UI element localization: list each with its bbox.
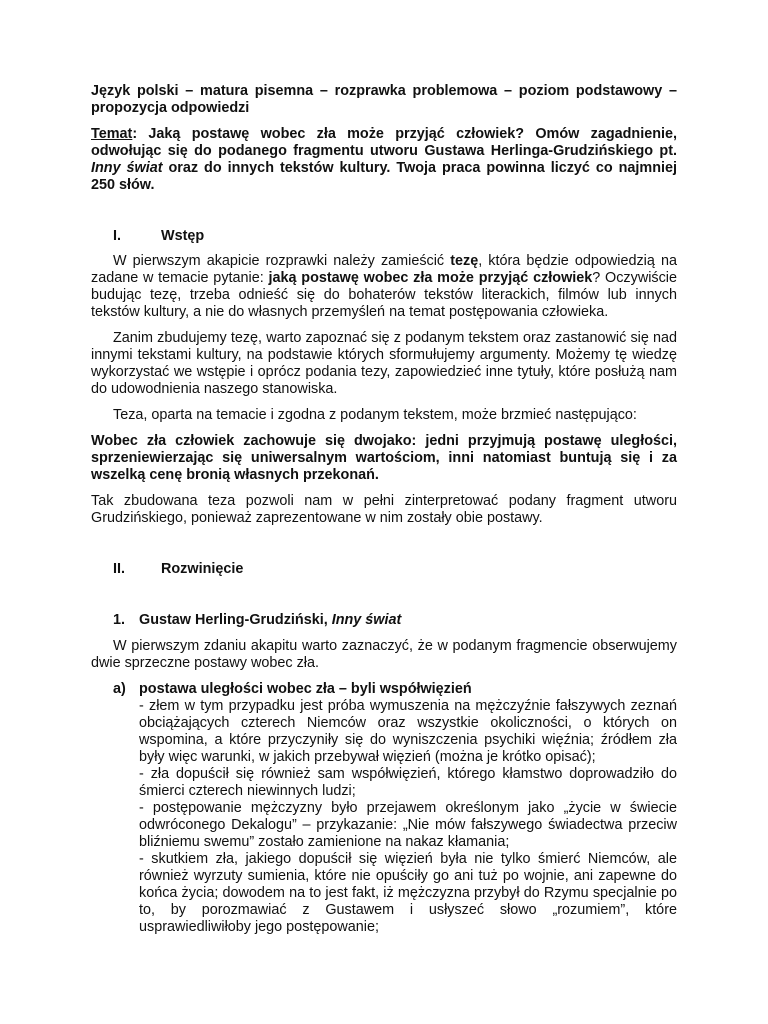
document-page xyxy=(91,83,677,936)
intro-bold-question: jaką postawę wobec zła może przyjąć człowiek xyxy=(268,270,593,286)
subsection-heading xyxy=(91,612,677,629)
bullet-list xyxy=(139,698,677,936)
intro-paragraph-1 xyxy=(91,253,677,321)
point-letter: a) xyxy=(113,681,126,697)
intro-paragraph-2: Zanim zbudujemy tezę, warto zapoznać się z podanym tekstem oraz zastanowić się nad innymi tekstami kultury, na podstawie których sformułujemy argumenty. Możemy tę wiedzę wykorzystać we wstępie i oprócz podania tezy, zapowiedzieć inne tytuły, które posłużą nam do udowodnienia naszego stanowiska. xyxy=(91,330,677,397)
intro-bold-thesis-word: tezę xyxy=(450,253,479,269)
body-paragraph-1: W pierwszym zdaniu akapitu warto zaznaczyć, że w podanym fragmencie obserwujemy dwie sprzeczne postawy wobec zła. xyxy=(91,638,677,671)
topic-title-italic: Inny świat xyxy=(91,160,163,176)
subsection-title-italic: Inny świat xyxy=(331,612,402,628)
intro-paragraph-3: Teza, oparta na temacie i zgodna z podanym tekstem, może brzmieć następująco: xyxy=(113,407,637,423)
point-title: postawa uległości wobec zła – byli współwięzień xyxy=(139,681,472,697)
subsection-title-text: Gustaw Herling-Grudziński, xyxy=(139,612,332,628)
subsection-title xyxy=(139,612,401,629)
section-number: II. xyxy=(113,561,125,577)
list-item: - postępowanie mężczyzny było przejawem określonym jako „życie w świecie odwróconego Dekalogu” – przykazanie: „Nie mów fałszywego świadectwa przeciw bliźniemu swemu” zostało zamienione na nakaz kłamania; xyxy=(139,800,677,850)
subsection-number: 1. xyxy=(113,612,126,628)
intro-text: ? Oczywiście budując tezę, trzeba odnieść się do bohaterów tekstów literackich, filmów lub innych tekstów kultury, a nie do własnych przemyśleń na temat postępowania człowieka. xyxy=(91,270,678,320)
intro-text: , która będzie odpowiedzią na zadane w temacie pytanie: xyxy=(91,253,677,286)
topic-paragraph xyxy=(91,126,677,194)
topic-text-1: : Jaką postawę wobec zła może przyjąć człowiek? Omów zagadnienie, odwołując się do podanego fragmentu utworu Gustawa Herlinga-Grudzińskiego pt. xyxy=(91,126,677,159)
section-heading-body xyxy=(91,561,677,578)
topic-label: Temat xyxy=(91,126,133,142)
document-title: Język polski – matura pisemna – rozprawka problemowa – poziom podstawowy – propozycja odpowiedzi xyxy=(91,83,677,116)
section-title: Rozwinięcie xyxy=(161,561,244,577)
thesis-statement: Wobec zła człowiek zachowuje się dwojako: jedni przyjmują postawę uległości, sprzeniewierzając się uniwersalnym wartościom, inni natomiast buntują się i za wszelką cenę bronią własnych przekonań. xyxy=(91,433,677,483)
section-title: Wstęp xyxy=(161,228,205,244)
intro-paragraph-4: Tak zbudowana teza pozwoli nam w pełni zinterpretować podany fragment utworu Grudzińskiego, ponieważ zaprezentowane w nim zostały obie postawy. xyxy=(91,493,677,526)
list-item: - skutkiem zła, jakiego dopuścił się więzień była nie tylko śmierć Niemców, ale również wyrzuty sumienia, które nie opuściły go ani tuż po wojnie, ani zapewne do końca życia; dowodem na to jest fakt, iż mężczyzna przybył do Rzymu specjalnie po to, by porozmawiać z Gustawem i usłyszeć słowo „rozumiem”, które usprawiedliwiłoby jego postępowanie; xyxy=(139,851,677,935)
section-heading-intro xyxy=(91,228,677,245)
topic-text-2: oraz do innych tekstów kultury. Twoja praca powinna liczyć co najmniej 250 słów. xyxy=(91,160,677,193)
section-number: I. xyxy=(113,228,121,244)
list-item: - zła dopuścił się również sam współwięzień, którego kłamstwo doprowadziło do śmierci czterech niewinnych ludzi; xyxy=(139,766,677,799)
list-item: - złem w tym przypadku jest próba wymuszenia na mężczyźnie fałszywych zeznań obciążających czterech Niemców oraz wszystkie okoliczności, o których on wspomina, a które przyczyniły się do wyniszczenia psychiki więźnia; źródłem zła były więc warunki, w jakich przebywał więzień (można je krótko opisać); xyxy=(139,698,677,765)
point-heading xyxy=(91,681,677,698)
intro-text: W pierwszym akapicie rozprawki należy zamieścić xyxy=(113,253,451,269)
